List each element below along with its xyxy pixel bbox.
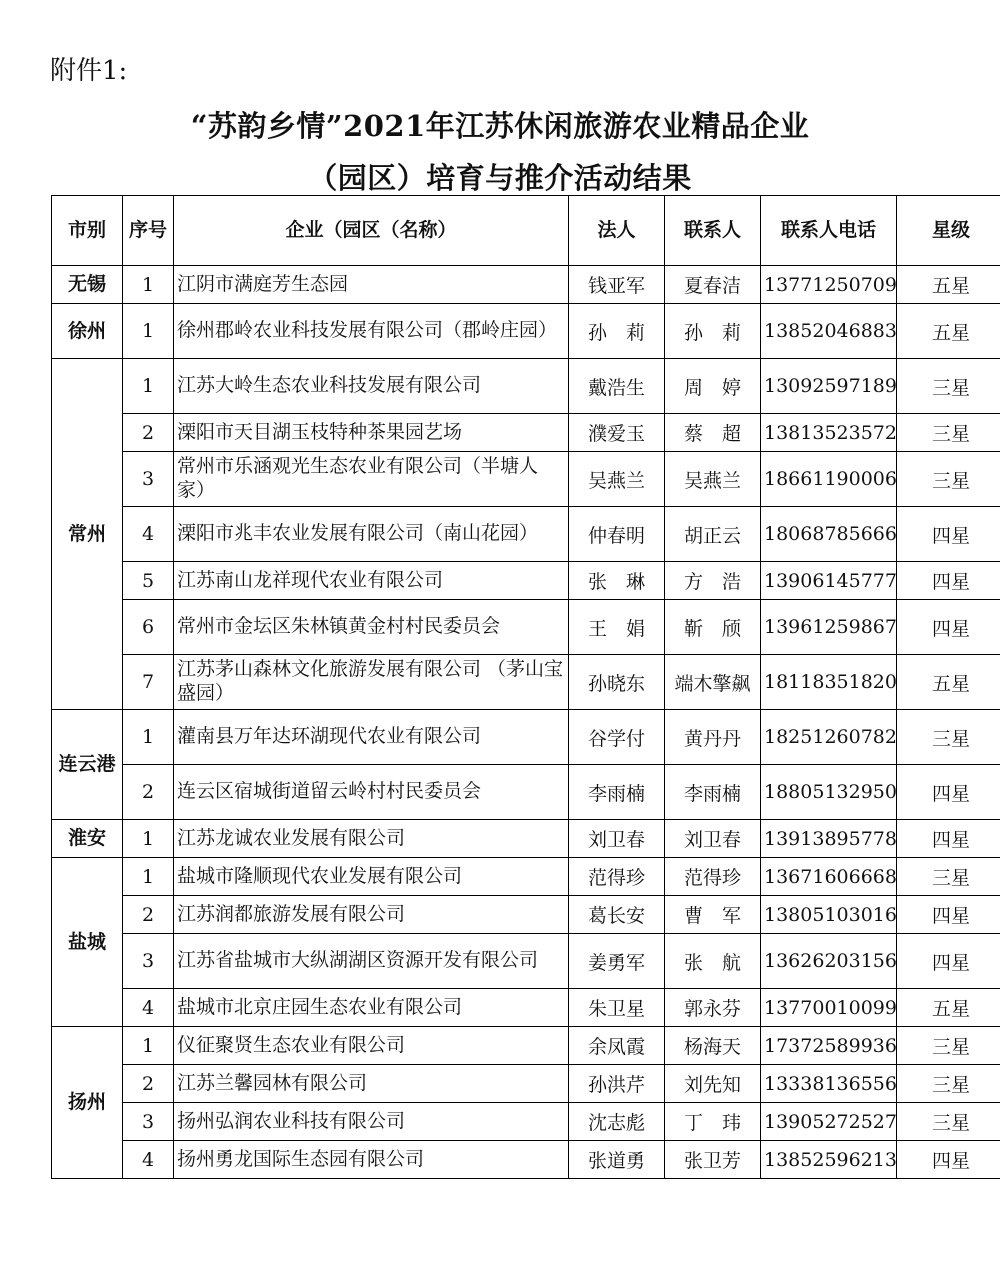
contact-person: 范得珍 <box>665 858 761 896</box>
star-rating: 四星 <box>897 1141 1000 1179</box>
row-seq: 3 <box>123 934 174 989</box>
contact-phone: 13770010099 <box>761 989 897 1027</box>
legal-person: 余凤霞 <box>569 1027 665 1065</box>
legal-person: 姜勇军 <box>569 934 665 989</box>
row-seq: 2 <box>123 765 174 820</box>
row-seq: 2 <box>123 414 174 452</box>
row-seq: 6 <box>123 600 174 655</box>
contact-phone: 13852596213 <box>761 1141 897 1179</box>
legal-person: 濮爱玉 <box>569 414 665 452</box>
header-star-rating: 星级 <box>897 196 1000 266</box>
company-name: 江苏润都旅游发展有限公司 <box>174 896 569 934</box>
contact-phone: 13626203156 <box>761 934 897 989</box>
row-seq: 1 <box>123 820 174 858</box>
star-rating: 五星 <box>897 266 1000 304</box>
contact-phone: 18805132950 <box>761 765 897 820</box>
contact-person: 张 航 <box>665 934 761 989</box>
company-name: 溧阳市兆丰农业发展有限公司（南山花园） <box>174 507 569 562</box>
contact-person: 夏春洁 <box>665 266 761 304</box>
table-row <box>52 655 1000 710</box>
company-name: 盐城市北京庄园生态农业有限公司 <box>174 989 569 1027</box>
row-seq: 1 <box>123 304 174 359</box>
contact-phone: 13092597189 <box>761 359 897 414</box>
legal-person: 范得珍 <box>569 858 665 896</box>
company-name: 徐州郡岭农业科技发展有限公司（郡岭庄园） <box>174 304 569 359</box>
table-row <box>52 820 1000 858</box>
contact-phone: 13913895778 <box>761 820 897 858</box>
legal-person: 钱亚军 <box>569 266 665 304</box>
legal-person: 李雨楠 <box>569 765 665 820</box>
company-name: 扬州勇龙国际生态园有限公司 <box>174 1141 569 1179</box>
legal-person: 孙晓东 <box>569 655 665 710</box>
row-seq: 1 <box>123 266 174 304</box>
star-rating: 五星 <box>897 989 1000 1027</box>
contact-phone: 18118351820 <box>761 655 897 710</box>
city-cell: 盐城 <box>52 858 123 1027</box>
company-name: 江阴市满庭芳生态园 <box>174 266 569 304</box>
row-seq: 4 <box>123 989 174 1027</box>
star-rating: 四星 <box>897 896 1000 934</box>
document-title-line-2: （园区）培育与推介活动结果 <box>308 161 692 195</box>
contact-person: 郭永芬 <box>665 989 761 1027</box>
header-contact: 联系人 <box>665 196 761 266</box>
row-seq: 3 <box>123 452 174 507</box>
row-seq: 1 <box>123 1027 174 1065</box>
table-row <box>52 934 1000 989</box>
contact-phone: 13671606668 <box>761 858 897 896</box>
contact-person: 蔡 超 <box>665 414 761 452</box>
table-row <box>52 266 1000 304</box>
company-name: 常州市金坛区朱林镇黄金村村民委员会 <box>174 600 569 655</box>
legal-person: 仲春明 <box>569 507 665 562</box>
table-row <box>52 1103 1000 1141</box>
star-rating: 五星 <box>897 655 1000 710</box>
row-seq: 4 <box>123 507 174 562</box>
table-row <box>52 1027 1000 1065</box>
city-cell: 常州 <box>52 359 123 710</box>
legal-person: 葛长安 <box>569 896 665 934</box>
contact-phone: 13805103016 <box>761 896 897 934</box>
star-rating: 四星 <box>897 765 1000 820</box>
table-row <box>52 1065 1000 1103</box>
legal-person: 沈志彪 <box>569 1103 665 1141</box>
table-row <box>52 989 1000 1027</box>
star-rating: 四星 <box>897 600 1000 655</box>
company-name: 扬州弘润农业科技有限公司 <box>174 1103 569 1141</box>
legal-person: 张 琳 <box>569 562 665 600</box>
table-row <box>52 1141 1000 1179</box>
contact-person: 胡正云 <box>665 507 761 562</box>
company-name: 江苏省盐城市大纵湖湖区资源开发有限公司 <box>174 934 569 989</box>
contact-phone: 13852046883 <box>761 304 897 359</box>
contact-phone: 13905272527 <box>761 1103 897 1141</box>
contact-person: 靳 颀 <box>665 600 761 655</box>
star-rating: 四星 <box>897 562 1000 600</box>
contact-person: 吴燕兰 <box>665 452 761 507</box>
table-row <box>52 562 1000 600</box>
contact-person: 丁 玮 <box>665 1103 761 1141</box>
contact-person: 周 婷 <box>665 359 761 414</box>
company-name: 仪征聚贤生态农业有限公司 <box>174 1027 569 1065</box>
company-name: 盐城市隆顺现代农业发展有限公司 <box>174 858 569 896</box>
legal-person: 孙洪芹 <box>569 1065 665 1103</box>
contact-phone: 18661190006 <box>761 452 897 507</box>
contact-phone: 13813523572 <box>761 414 897 452</box>
star-rating: 三星 <box>897 1065 1000 1103</box>
header-legal-person: 法人 <box>569 196 665 266</box>
star-rating: 五星 <box>897 304 1000 359</box>
legal-person: 谷学付 <box>569 710 665 765</box>
star-rating: 四星 <box>897 507 1000 562</box>
contact-phone: 13771250709 <box>761 266 897 304</box>
company-name: 连云区宿城街道留云岭村村民委员会 <box>174 765 569 820</box>
document-title-line-1: “苏韵乡情”2021年江苏休闲旅游农业精品企业 <box>190 109 810 143</box>
table-row <box>52 858 1000 896</box>
star-rating: 三星 <box>897 858 1000 896</box>
company-name: 江苏龙诚农业发展有限公司 <box>174 820 569 858</box>
table-row <box>52 414 1000 452</box>
company-name: 溧阳市天目湖玉枝特种茶果园艺场 <box>174 414 569 452</box>
contact-person: 杨海天 <box>665 1027 761 1065</box>
company-name: 灌南县万年达环湖现代农业有限公司 <box>174 710 569 765</box>
contact-person: 方 浩 <box>665 562 761 600</box>
star-rating: 三星 <box>897 710 1000 765</box>
company-name: 江苏大岭生态农业科技发展有限公司 <box>174 359 569 414</box>
contact-person: 刘先知 <box>665 1065 761 1103</box>
city-cell: 徐州 <box>52 304 123 359</box>
city-cell: 淮安 <box>52 820 123 858</box>
legal-person: 王 娟 <box>569 600 665 655</box>
table-row <box>52 359 1000 414</box>
city-cell: 连云港 <box>52 710 123 820</box>
table-header <box>52 196 1000 266</box>
contact-phone: 17372589936 <box>761 1027 897 1065</box>
city-cell: 无锡 <box>52 266 123 304</box>
star-rating: 三星 <box>897 1027 1000 1065</box>
table-row <box>52 304 1000 359</box>
legal-person: 戴浩生 <box>569 359 665 414</box>
table-row <box>52 765 1000 820</box>
row-seq: 2 <box>123 896 174 934</box>
attachment-label: 附件1: <box>50 56 128 86</box>
row-seq: 1 <box>123 359 174 414</box>
table-row <box>52 710 1000 765</box>
company-name: 常州市乐涵观光生态农业有限公司（半塘人家） <box>174 452 569 507</box>
header-company-name: 企业（园区（名称） <box>174 196 569 266</box>
legal-person: 刘卫春 <box>569 820 665 858</box>
row-seq: 5 <box>123 562 174 600</box>
contact-person: 张卫芳 <box>665 1141 761 1179</box>
table-row <box>52 896 1000 934</box>
star-rating: 四星 <box>897 934 1000 989</box>
company-name: 江苏南山龙祥现代农业有限公司 <box>174 562 569 600</box>
row-seq: 1 <box>123 858 174 896</box>
legal-person: 吴燕兰 <box>569 452 665 507</box>
legal-person: 孙 莉 <box>569 304 665 359</box>
row-seq: 7 <box>123 655 174 710</box>
company-name: 江苏兰馨园林有限公司 <box>174 1065 569 1103</box>
city-cell: 扬州 <box>52 1027 123 1179</box>
results-table <box>51 195 1000 1179</box>
star-rating: 三星 <box>897 1103 1000 1141</box>
contact-person: 李雨楠 <box>665 765 761 820</box>
contact-phone: 13961259867 <box>761 600 897 655</box>
header-seq: 序号 <box>123 196 174 266</box>
table-body <box>52 266 1000 1179</box>
table-row <box>52 452 1000 507</box>
star-rating: 四星 <box>897 820 1000 858</box>
contact-person: 刘卫春 <box>665 820 761 858</box>
row-seq: 2 <box>123 1065 174 1103</box>
company-name: 江苏茅山森林文化旅游发展有限公司 （茅山宝盛园） <box>174 655 569 710</box>
row-seq: 4 <box>123 1141 174 1179</box>
table-row <box>52 600 1000 655</box>
star-rating: 三星 <box>897 452 1000 507</box>
contact-person: 孙 莉 <box>665 304 761 359</box>
contact-phone: 18251260782 <box>761 710 897 765</box>
contact-phone: 13906145777 <box>761 562 897 600</box>
star-rating: 三星 <box>897 414 1000 452</box>
contact-person: 曹 军 <box>665 896 761 934</box>
legal-person: 朱卫星 <box>569 989 665 1027</box>
star-rating: 三星 <box>897 359 1000 414</box>
contact-phone: 18068785666 <box>761 507 897 562</box>
contact-person: 黄丹丹 <box>665 710 761 765</box>
row-seq: 1 <box>123 710 174 765</box>
header-city: 市别 <box>52 196 123 266</box>
legal-person: 张道勇 <box>569 1141 665 1179</box>
header-contact-phone: 联系人电话 <box>761 196 897 266</box>
contact-person: 端木擎飙 <box>665 655 761 710</box>
row-seq: 3 <box>123 1103 174 1141</box>
contact-phone: 13338136556 <box>761 1065 897 1103</box>
table-row <box>52 507 1000 562</box>
